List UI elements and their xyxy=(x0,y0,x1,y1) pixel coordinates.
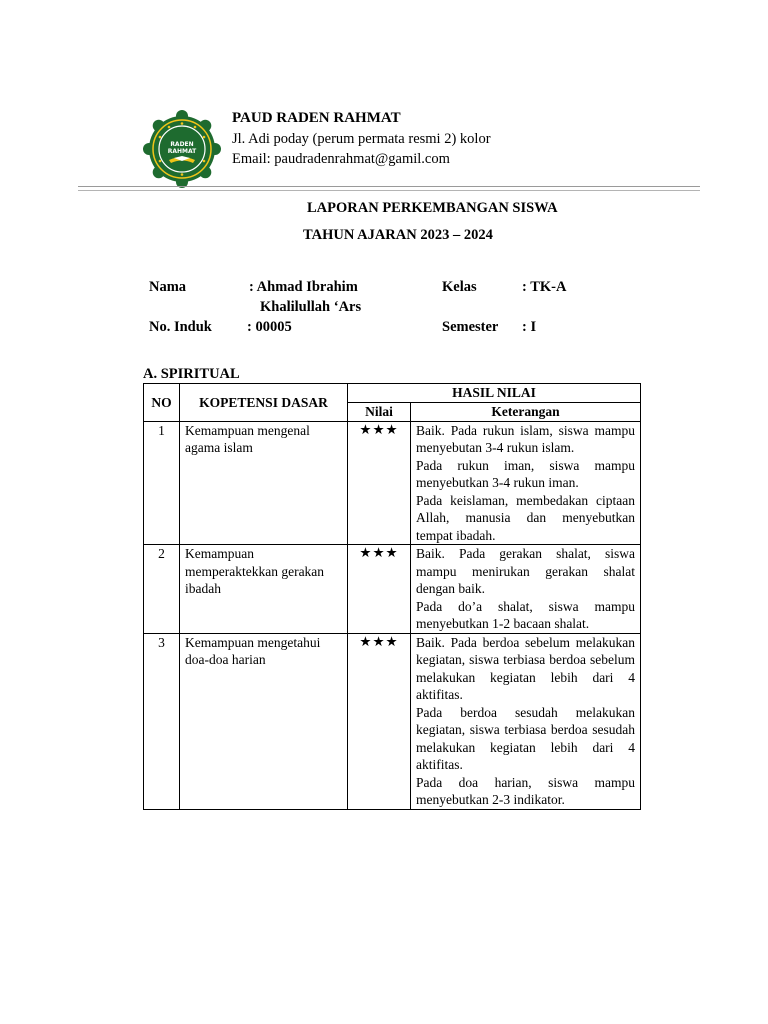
row-competency: Kemampuan memperaktekkan gerakan ibadah xyxy=(180,545,348,634)
report-title: LAPORAN PERKEMBANGAN SISWA xyxy=(307,200,558,216)
row-number: 2 xyxy=(144,545,180,634)
class-label: Kelas xyxy=(442,279,477,295)
row-rating-stars: ★★★ xyxy=(348,633,411,809)
class-value: : TK-A xyxy=(522,279,567,295)
description-paragraph: Pada do’a shalat, siswa mampu menyebutkan 1-2 bacaan shalat. xyxy=(416,598,636,631)
school-address: Jl. Adi poday (perum permata resmi 2) kolor xyxy=(232,131,491,147)
description-paragraph: Pada doa harian, siswa mampu menyebutkan 2-3 indikator. xyxy=(416,774,636,807)
row-description xyxy=(411,421,641,545)
name-label: Nama xyxy=(149,279,187,295)
row-rating-stars: ★★★ xyxy=(348,421,411,545)
school-logo-emblem xyxy=(143,110,221,188)
student-number-label: No. Induk xyxy=(149,319,212,335)
row-number: 3 xyxy=(144,633,180,809)
description-paragraph: Pada rukun iman, siswa mampu menyebutkan 3-4 rukun iman. xyxy=(416,457,636,490)
table-row xyxy=(144,545,641,634)
row-number: 1 xyxy=(144,421,180,545)
header-no: NO xyxy=(144,384,180,422)
section-title-spiritual: A. SPIRITUAL xyxy=(143,366,240,382)
logo-text-bottom: RAHMAT xyxy=(167,148,197,155)
description-paragraph: Baik. Pada berdoa sebelum melakukan kegiatan, siswa terbiasa berdoa sebelum melakukan kegiatan lebih dari 4 aktifitas. xyxy=(416,634,636,702)
semester-label: Semester xyxy=(442,319,499,335)
description-paragraph: Pada berdoa sesudah melakukan kegiatan, siswa terbiasa berdoa sesudah melakukan kegiatan lebih dari 4 aktifitas. xyxy=(416,704,636,772)
description-paragraph: Pada keislaman, membedakan ciptaan Allah, manusia dan menyebutkan tempat ibadah. xyxy=(416,492,636,543)
description-paragraph: Baik. Pada rukun islam, siswa mampu menyebutan 3-4 rukun islam. xyxy=(416,422,636,455)
school-email: Email: paudradenrahmat@gamil.com xyxy=(232,151,450,167)
academic-year: TAHUN AJARAN 2023 – 2024 xyxy=(303,227,493,243)
name-value: : Ahmad Ibrahim xyxy=(249,279,358,295)
table-row xyxy=(144,633,641,809)
school-logo xyxy=(143,110,221,188)
header-kompetensi: KOPETENSI DASAR xyxy=(180,384,348,422)
row-description xyxy=(411,633,641,809)
header-divider-top xyxy=(78,186,700,187)
header-divider-bottom xyxy=(78,190,700,191)
header-nilai: Nilai xyxy=(348,403,411,422)
logo-text-top: RADEN xyxy=(170,141,194,148)
header-keterangan: Keterangan xyxy=(411,403,641,422)
row-competency: Kemampuan mengenal agama islam xyxy=(180,421,348,545)
table-header-row xyxy=(144,384,641,403)
row-rating-stars: ★★★ xyxy=(348,545,411,634)
semester-value: : I xyxy=(522,319,537,335)
description-paragraph: Baik. Pada gerakan shalat, siswa mampu menirukan gerakan shalat dengan baik. xyxy=(416,546,636,596)
assessment-table xyxy=(143,383,641,810)
name-value-continued: Khalilullah ‘Ars xyxy=(260,299,362,315)
student-number-value: : 00005 xyxy=(247,319,292,335)
school-name: PAUD RADEN RAHMAT xyxy=(232,110,401,126)
table-row xyxy=(144,421,641,545)
row-description xyxy=(411,545,641,634)
row-competency: Kemampuan mengetahui doa-doa harian xyxy=(180,633,348,809)
header-hasil-nilai: HASIL NILAI xyxy=(348,384,641,403)
